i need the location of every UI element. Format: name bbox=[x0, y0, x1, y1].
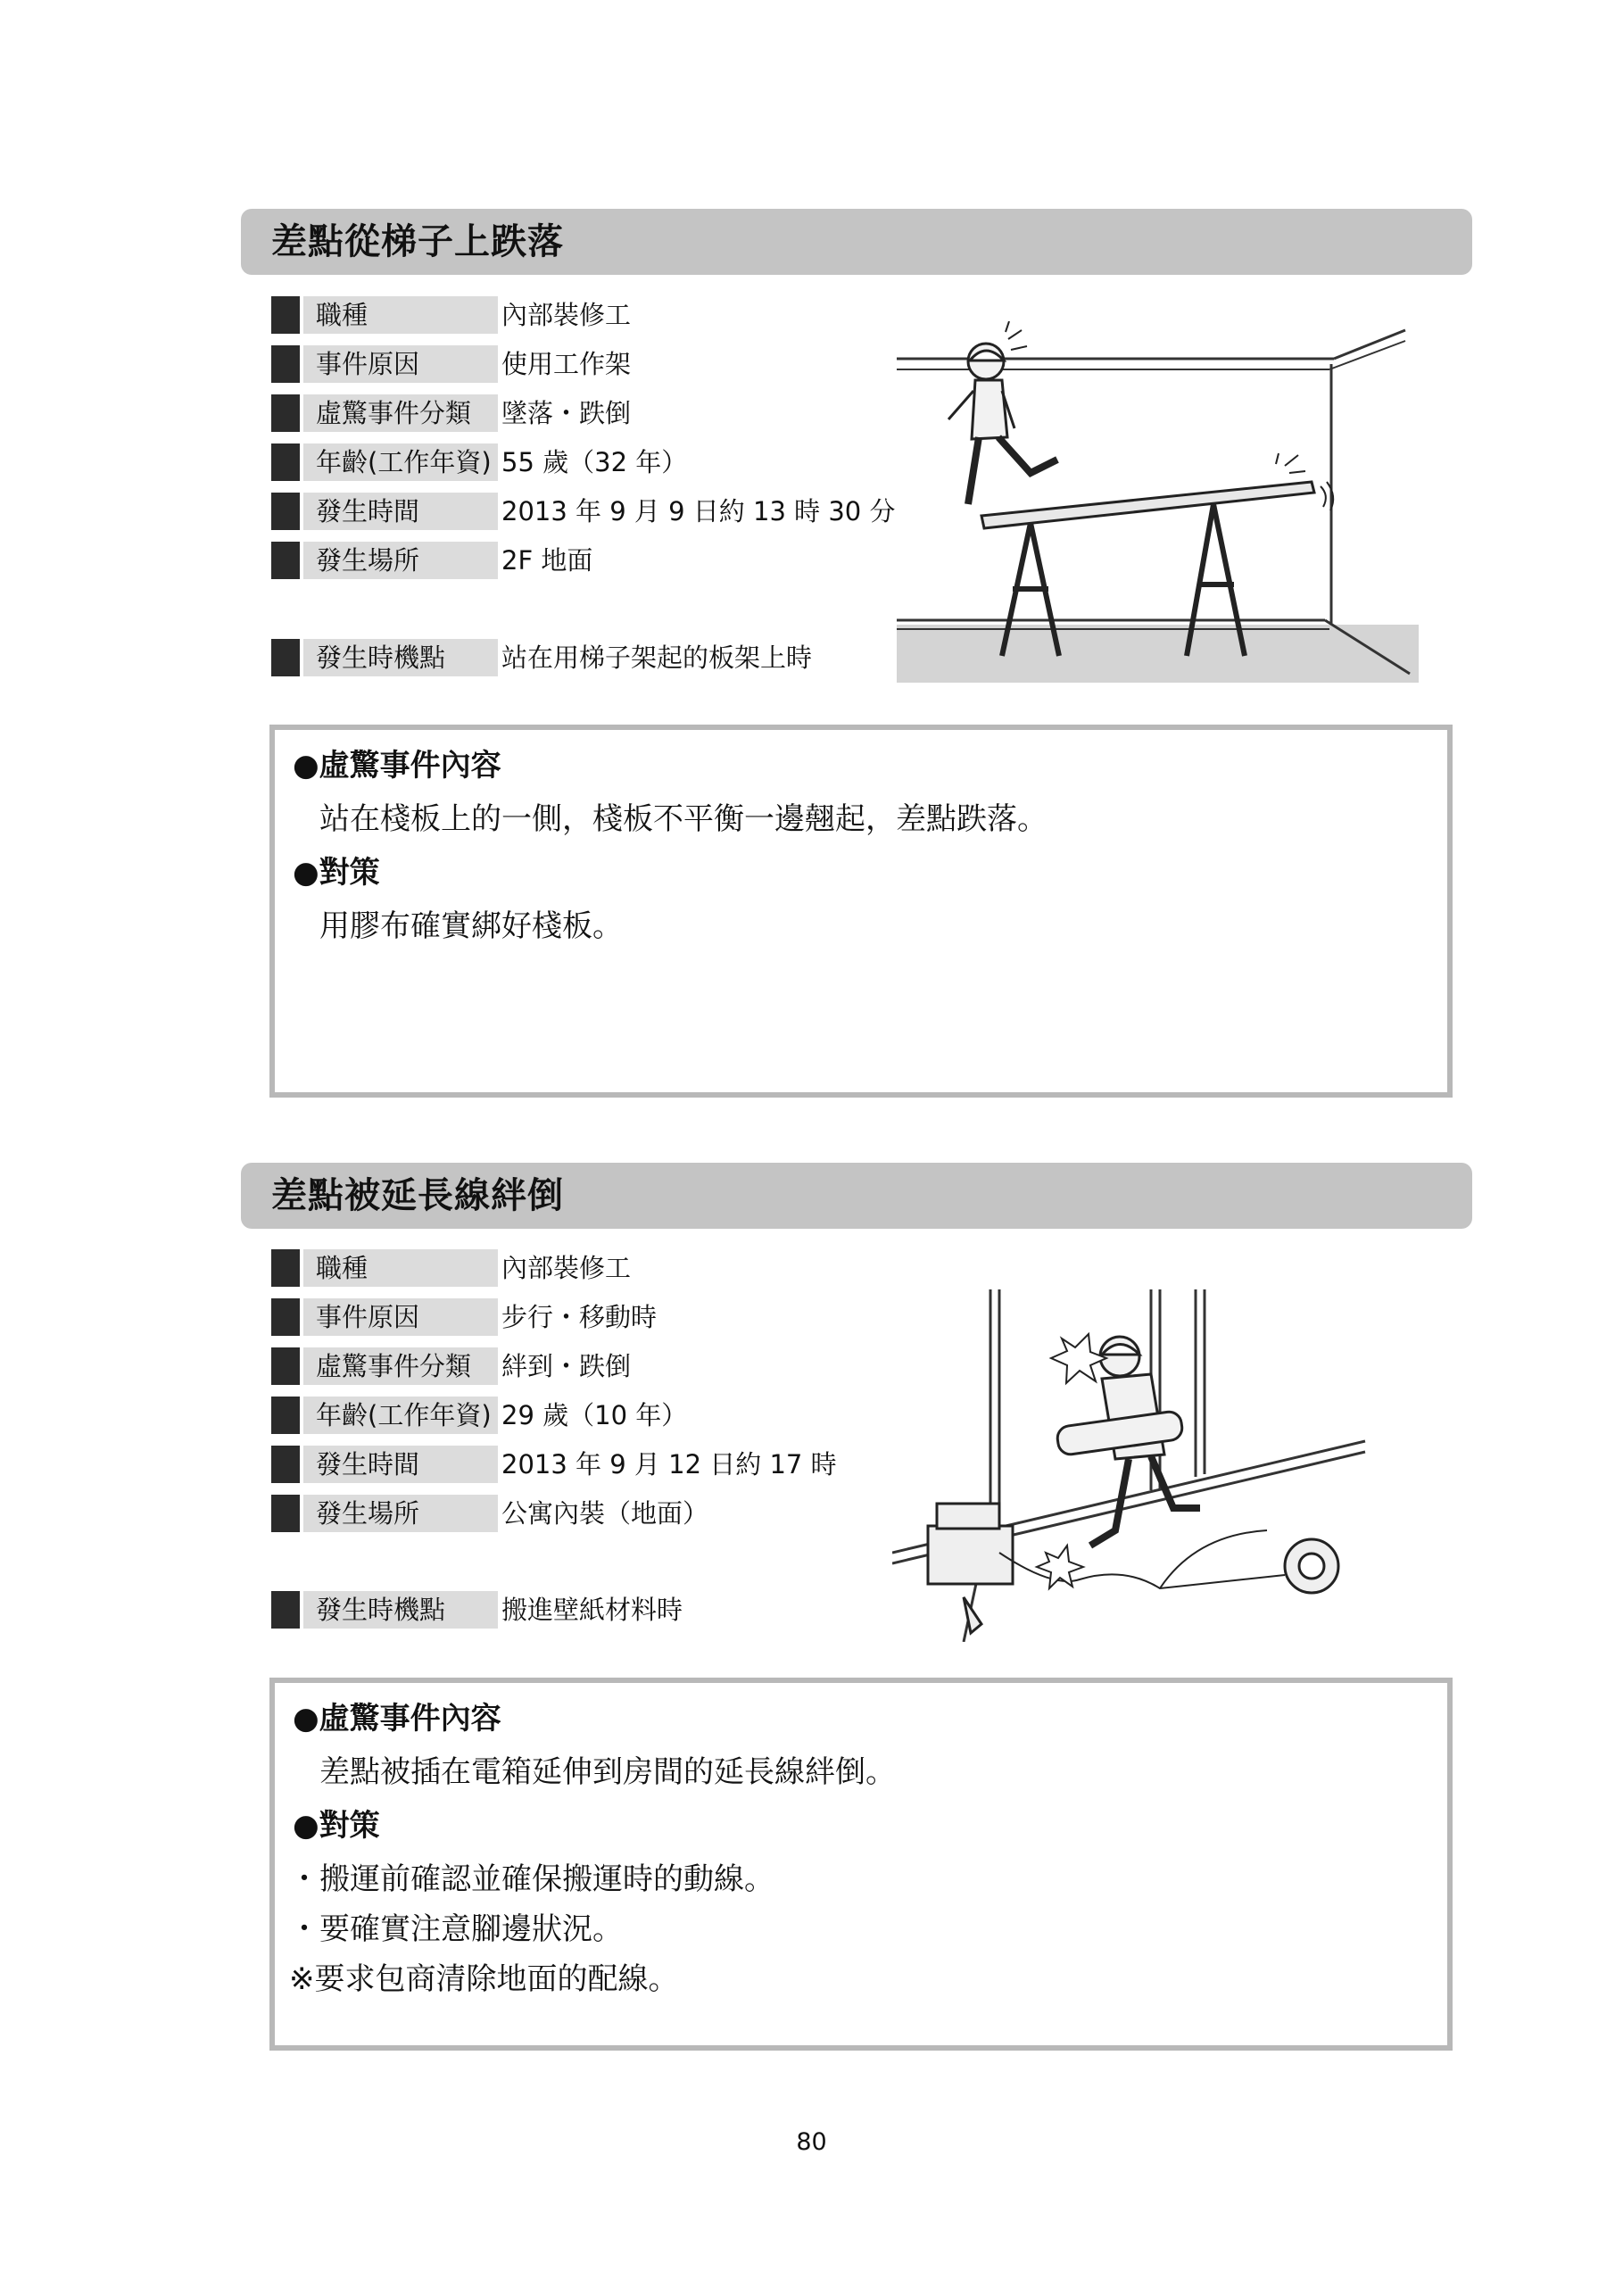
row-label: 虛驚事件分類 bbox=[303, 394, 767, 432]
incident-content-text: 差點被插在電箱延伸到房間的延長線絆倒。 bbox=[319, 1754, 896, 1790]
page-number: 80 bbox=[796, 2128, 827, 2156]
row-label: 發生場所 bbox=[303, 1495, 767, 1532]
measure-item: ※要求包商清除地面的配線。 bbox=[289, 1961, 679, 1997]
row-marker bbox=[271, 443, 300, 481]
row-marker bbox=[271, 345, 300, 383]
row-value: 內部裝修工 bbox=[498, 1249, 769, 1287]
row-value: 55 歲（32 年） bbox=[498, 443, 769, 481]
row-label: 事件原因 bbox=[303, 1298, 767, 1336]
row-marker bbox=[271, 1347, 300, 1385]
row-marker bbox=[271, 394, 300, 432]
row-label: 事件原因 bbox=[303, 345, 767, 383]
incident-box bbox=[269, 1678, 1453, 2051]
row-value: 步行・移動時 bbox=[498, 1298, 769, 1336]
row-marker bbox=[271, 296, 300, 334]
cord-trip-illustration bbox=[892, 1285, 1392, 1642]
measure-item: ・搬運前確認並確保搬運時的動線。 bbox=[289, 1861, 774, 1897]
incident-content-text: 站在棧板上的一側，棧板不平衡一邊翹起，差點跌落。 bbox=[319, 801, 1047, 837]
measure-item: 用膠布確實綁好棧板。 bbox=[319, 908, 623, 944]
row-label: 發生時機點 bbox=[303, 1591, 767, 1629]
measures-heading: ●對策 bbox=[293, 1808, 380, 1844]
row-value: 29 歲（10 年） bbox=[498, 1397, 769, 1434]
row-value: 站在用梯子架起的板架上時 bbox=[498, 639, 812, 676]
ladder-fall-illustration bbox=[897, 321, 1419, 683]
row-label: 年齡(工作年資) bbox=[303, 443, 767, 481]
row-value: 內部裝修工 bbox=[498, 296, 769, 334]
section-title: 差點從梯子上跌落 bbox=[241, 209, 1472, 275]
row-value: 絆到・跌倒 bbox=[498, 1347, 769, 1385]
incident-content-heading: ●虛驚事件內容 bbox=[293, 1701, 501, 1737]
row-label: 職種 bbox=[303, 296, 767, 334]
row-label: 發生時間 bbox=[303, 493, 767, 530]
measures-heading: ●對策 bbox=[293, 855, 380, 891]
row-value: 公寓內裝（地面） bbox=[498, 1495, 769, 1532]
row-value: 墜落・跌倒 bbox=[498, 394, 769, 432]
row-label: 虛驚事件分類 bbox=[303, 1347, 767, 1385]
measure-item: ・要確實注意腳邊狀況。 bbox=[289, 1911, 623, 1947]
row-label: 年齡(工作年資) bbox=[303, 1397, 767, 1434]
section-title: 差點被延長線絆倒 bbox=[241, 1163, 1472, 1229]
row-label: 職種 bbox=[303, 1249, 767, 1287]
row-marker bbox=[271, 1298, 300, 1336]
row-marker bbox=[271, 493, 300, 530]
row-label: 發生時機點 bbox=[303, 639, 767, 676]
incident-box bbox=[269, 725, 1453, 1098]
row-label: 發生場所 bbox=[303, 542, 767, 579]
row-label: 發生時間 bbox=[303, 1446, 767, 1483]
row-value: 使用工作架 bbox=[498, 345, 769, 383]
row-value: 搬進壁紙材料時 bbox=[498, 1591, 769, 1629]
row-value: 2F 地面 bbox=[498, 542, 769, 579]
row-value: 2013 年 9 月 9 日約 13 時 30 分 bbox=[498, 493, 895, 530]
row-value: 2013 年 9 月 12 日約 17 時 bbox=[498, 1446, 837, 1483]
row-marker bbox=[271, 1397, 300, 1434]
row-marker bbox=[271, 1591, 300, 1629]
incident-content-heading: ●虛驚事件內容 bbox=[293, 748, 501, 783]
row-marker bbox=[271, 1249, 300, 1287]
row-marker bbox=[271, 639, 300, 676]
row-marker bbox=[271, 1495, 300, 1532]
row-marker bbox=[271, 542, 300, 579]
row-marker bbox=[271, 1446, 300, 1483]
